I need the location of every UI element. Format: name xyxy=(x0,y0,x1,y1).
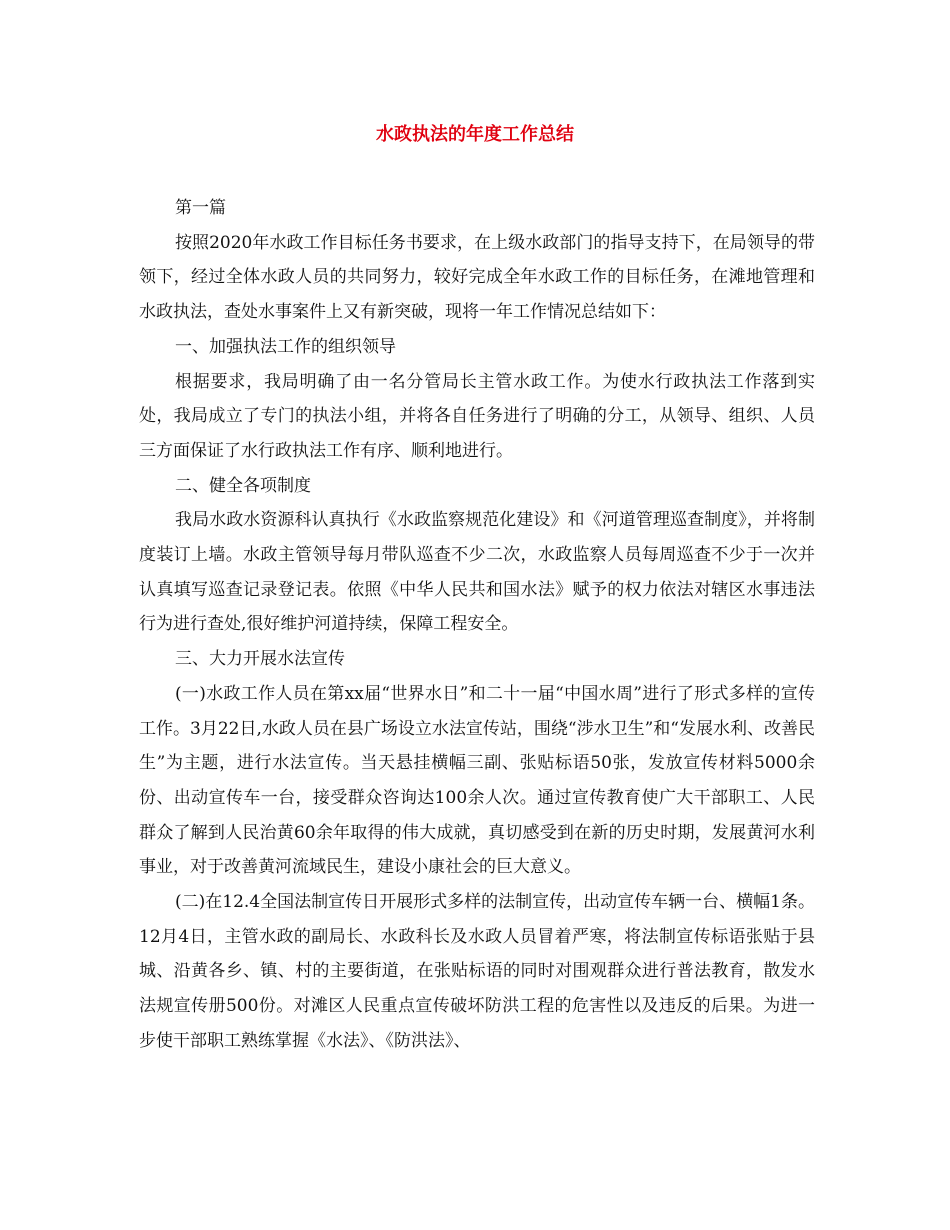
section-label: 第一篇 xyxy=(175,198,226,218)
document-title: 水政执法的年度工作总结 xyxy=(376,124,574,145)
section-paragraph-1: 根据要求，我局明确了由一名分管局长主管水政工作。为使水行政执法工作落到实处，我局成立了专门的执法小组，并将各自任务进行了明确的分工，从领导、组织、人员三方面保证了水行政执法工作有序、顺利地进行。 xyxy=(139,371,815,461)
section-paragraph-3a: (一)水政工作人员在第xx届“世界水日”和二十一届“中国水周”进行了形式多样的宣传工作。3月22日,水政人员在县广场设立水法宣传站，围绕“涉水卫生”和“发展水利、改善民生”为主题，进行水法宣传。当天悬挂横幅三副、张贴标语50张，发放宣传材料5000余份、出动宣传车一台，接受群众咨询达100余人次。通过宣传教育使广大干部职工、人民群众了解到人民治黄60余年取得的伟大成就，真切感受到在新的历史时期，发展黄河水利事业，对于改善黄河流域民生，建设小康社会的巨大意义。 xyxy=(139,683,815,878)
document-body xyxy=(139,191,815,1059)
section-paragraph-2: 我局水政水资源科认真执行《水政监察规范化建设》和《河道管理巡查制度》，并将制度装订上墙。水政主管领导每月带队巡查不少二次，水政监察人员每周巡查不少于一次并认真填写巡查记录登记表。依照《中华人民共和国水法》赋予的权力依法对辖区水事违法行为进行查处,很好维护河道持续，保障工程安全。 xyxy=(139,510,815,635)
section-heading-2: 二、健全各项制度 xyxy=(175,475,311,496)
section-paragraph-3b: (二)在12.4全国法制宣传日开展形式多样的法制宣传，出动宣传车辆一台、横幅1条。12月4日，主管水政的副局长、水政科长及水政人员冒着严寒，将法制宣传标语张贴于县城、沿黄各乡、镇、村的主要街道，在张贴标语的同时对围观群众进行普法教育，散发水法规宣传册500份。对滩区人民重点宣传破坏防洪工程的危害性以及违反的后果。为进一步使干部职工熟练掌握《水法》、《防洪法》、 xyxy=(139,892,815,1051)
intro-paragraph: 按照2020年水政工作目标任务书要求，在上级水政部门的指导支持下，在局领导的带领下，经过全体水政人员的共同努力，较好完成全年水政工作的目标任务，在滩地管理和水政执法，查处水事案件上又有新突破，现将一年工作情况总结如下： xyxy=(139,232,815,323)
section-heading-1: 一、加强执法工作的组织领导 xyxy=(175,336,396,357)
section-heading-3: 三、大力开展水法宣传 xyxy=(175,649,345,670)
